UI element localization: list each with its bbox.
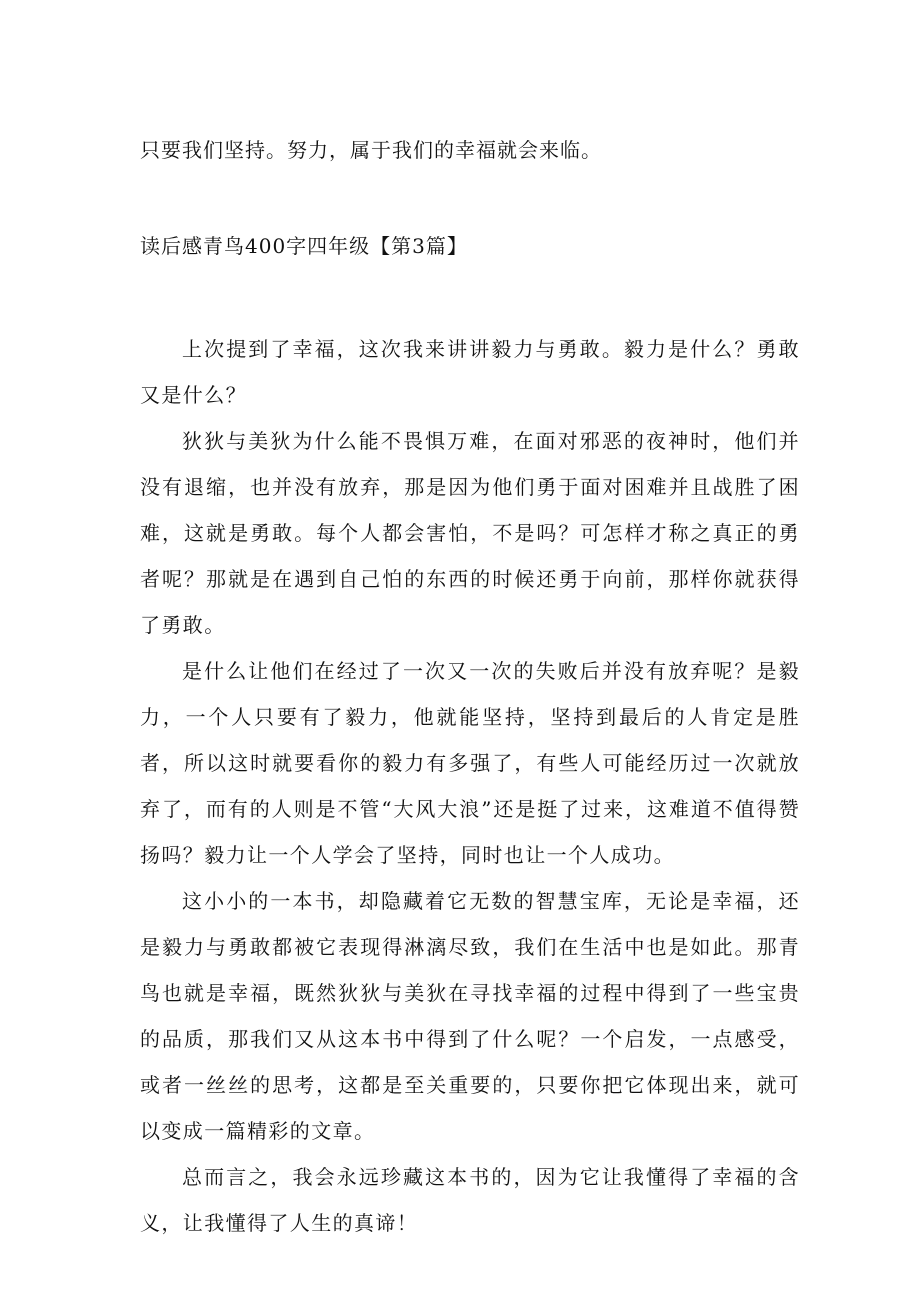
section-heading: 读后感青鸟400字四年级【第3篇】 [140,234,468,258]
essay-body [140,326,800,1246]
intro-line: 只要我们坚持。努力，属于我们的幸福就会来临。 [140,138,602,162]
paragraph: 上次提到了幸福，这次我来讲讲毅力与勇敢。毅力是什么？勇敢又是什么？ [140,337,800,407]
paragraph: 总而言之，我会永远珍藏这本书的，因为它让我懂得了幸福的含义，让我懂得了人生的真谛！ [140,1165,800,1235]
paragraph: 这小小的一本书，却隐藏着它无数的智慧宝库，无论是幸福，还是毅力与勇敢都被它表现得淋漓尽致，我们在生活中也是如此。那青鸟也就是幸福，既然狄狄与美狄在寻找幸福的过程中得到了一些宝贵的品质，那我们又从这本书中得到了什么呢？一个启发，一点感受，或者一丝丝的思考，这都是至关重要的，只要你把它体现出来，就可以变成一篇精彩的文章。 [140,889,800,1143]
paragraph: 是什么让他们在经过了一次又一次的失败后并没有放弃呢？是毅力，一个人只要有了毅力，他就能坚持，坚持到最后的人肯定是胜者，所以这时就要看你的毅力有多强了，有些人可能经历过一次就放弃了，而有的人则是不管“大风大浪”还是挺了过来，这难道不值得赞扬吗？毅力让一个人学会了坚持，同时也让一个人成功。 [140,659,800,867]
paragraph: 狄狄与美狄为什么能不畏惧万难，在面对邪恶的夜神时，他们并没有退缩，也并没有放弃，那是因为他们勇于面对困难并且战胜了困难，这就是勇敢。每个人都会害怕，不是吗？可怎样才称之真正的勇者呢？那就是在遇到自己怕的东西的时候还勇于向前，那样你就获得了勇敢。 [140,429,800,637]
